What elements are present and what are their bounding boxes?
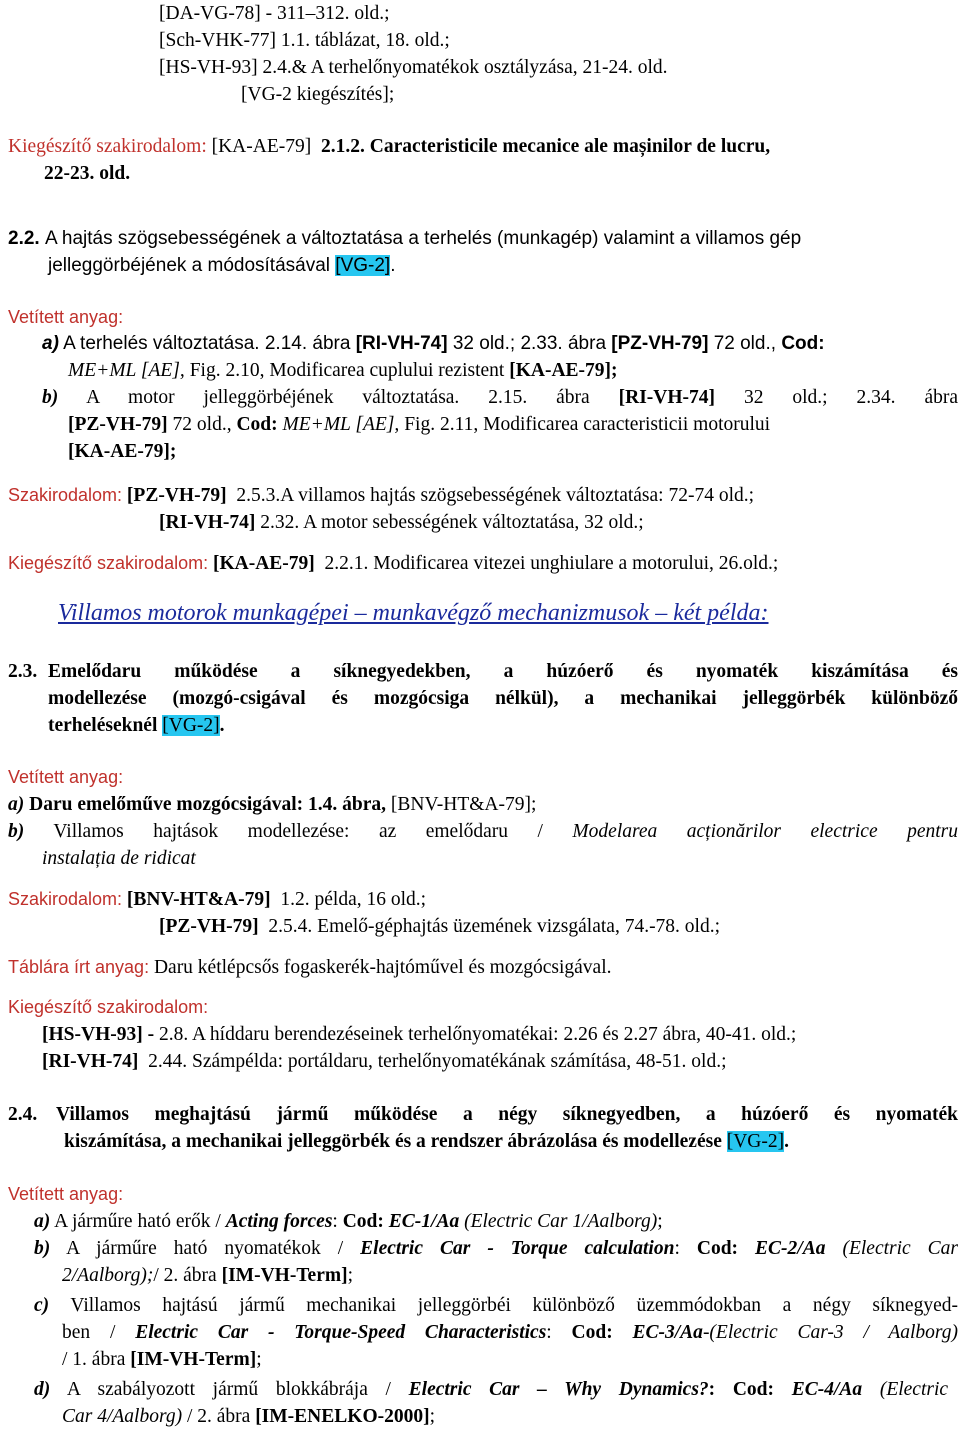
vehicle-item-b-cont: 2/Aalborg);/ 2. ábra [IM-VH-Term]; (62, 1265, 354, 1286)
supplementary-label: Kiegészítő szakirodalom: (8, 553, 209, 573)
section-2-4-cont: kiszámítása, a mechanikai jelleggörbék és a rendszer ábrázolása és modellezése [VG-2]. (64, 1131, 790, 1152)
supplementary-literature-1: Kiegészítő szakirodalom: [KA-AE-79] 2.1.2. Caracteristicile mecanice ale mașinilor de lucru, (8, 136, 771, 157)
literature-label: Szakirodalom: (8, 485, 123, 505)
ref-line-4: [VG-2 kiegészítés]; (241, 84, 395, 105)
vehicle-item-a: a) A járműre ható erők / Acting forces: Cod: EC-1/Aa (Electric Car 1/Aalborg); (34, 1211, 663, 1232)
supplementary-3-line-1: [HS-VH-93] - 2.8. A híddaru berendezéseinek terhelőnyomatékai: 2.26 és 2.27 ábra, 40-41. old.; (42, 1024, 797, 1045)
projected-item-crane-b-cont: instalația de ridicat (42, 848, 196, 869)
projected-item-crane-b: b) Villamos hajtások modellezése: az emelődaru / Modelarea acționărilor electrice pentru (8, 821, 958, 842)
projected-material-label-2: Vetített anyag: (8, 767, 124, 787)
section-2-4-num: 2.4. (8, 1104, 38, 1125)
projected-material-label-3: Vetített anyag: (8, 1184, 124, 1204)
vg2-highlight: [VG-2] (162, 715, 220, 736)
vehicle-item-c-cont: ben / Electric Car - Torque-Speed Characteristics: Cod: EC-3/Aa-(Electric Car-3 / Aalborg) (62, 1322, 959, 1343)
supplementary-literature-2: Kiegészítő szakirodalom: [KA-AE-79] 2.2.1. Modificarea vitezei unghiulare a motorului, 26.old.; (8, 553, 779, 574)
supplementary-literature-1-cont: 22-23. old. (44, 163, 131, 184)
vg2-highlight: [VG-2] (726, 1131, 785, 1152)
supplementary-3-line-2: [RI-VH-74] 2.44. Számpélda: portáldaru, terhelőnyomatékának számítása, 48-51. old.; (42, 1051, 727, 1072)
vehicle-item-c: c) Villamos hajtású jármű mechanikai jelleggörbéi különböző üzemmódokban a négy síknegyed- (34, 1295, 958, 1316)
vehicle-item-d-cont: Car 4/Aalborg) / 2. ábra [IM-ENELKO-2000]; (62, 1406, 436, 1427)
board-label: Táblára írt anyag: (8, 957, 150, 977)
vehicle-item-b: b) A járműre ható nyomatékok / Electric Car - Torque calculation: Cod: EC-2/Aa (Electric Car (34, 1238, 959, 1259)
projected-item-crane-a: a) Daru emelőműve mozgócsigával: 1.4. ábra, [BNV-HT&A-79]; (8, 794, 537, 815)
vehicle-item-c-cont2: / 1. ábra [IM-VH-Term]; (62, 1349, 262, 1370)
section-2-2-cont: jelleggörbéjének a módosításával [VG-2]. (48, 255, 396, 276)
supplementary-label-3: Kiegészítő szakirodalom: (8, 997, 209, 1017)
projected-item-b-cont2: [KA-AE-79]; (68, 441, 177, 462)
projected-item-b-cont: [PZ-VH-79] 72 old., Cod: ME+ML [AE], Fig. 2.11, Modificarea caracteristicii motorului (68, 414, 771, 435)
section-2-4: Villamos meghajtású jármű működése a négy síknegyedben, a húzóerő és nyomaték (56, 1104, 958, 1125)
literature-1: Szakirodalom: [PZ-VH-79] 2.5.3.A villamos hajtás szögsebességének változtatása: 72-74 old.; (8, 485, 755, 506)
literature-2: Szakirodalom: [BNV-HT&A-79] 1.2. példa, 16 old.; (8, 889, 427, 910)
vehicle-item-d: d) A szabályozott jármű blokkábrája / Electric Car – Why Dynamics?: Cod: EC-4/Aa (Electric (34, 1379, 949, 1400)
literature-1-cont: [RI-VH-74] 2.32. A motor sebességének változtatása, 32 old.; (159, 512, 644, 533)
ref-line-2: [Sch-VHK-77] 1.1. táblázat, 18. old.; (159, 30, 450, 51)
section-2-3: Emelődaru működése a síknegyedekben, a húzóerő és nyomaték kiszámítása és modellezése (mozgó-csigával és mozgócsiga nélkül), a mechanikai jelleggörbék különböző terheléseknél [VG-2]. (48, 661, 958, 736)
projected-item-a-cont: ME+ML [AE], Fig. 2.10, Modificarea cuplului rezistent [KA-AE-79]; (68, 360, 618, 381)
projected-material-label-1: Vetített anyag: (8, 307, 124, 327)
ref-line-1: [DA-VG-78] - 311–312. old.; (159, 3, 390, 24)
projected-item-a: a) A terhelés változtatása. 2.14. ábra [RI-VH-74] 32 old.; 2.33. ábra [PZ-VH-79] 72 old., Cod: (42, 333, 825, 354)
section-2-3-num: 2.3. (8, 661, 38, 682)
section-heading: Villamos motorok munkagépei – munkavégző mechanizmusok – két példa: (58, 600, 769, 626)
section-2-2: 2.2. A hajtás szögsebességének a változtatása a terhelés (munkagép) valamint a villamos gép (8, 228, 802, 249)
board-material: Táblára írt anyag: Daru kétlépcsős fogaskerék-hajtóművel és mozgócsigával. (8, 957, 612, 978)
literature-label: Szakirodalom: (8, 889, 123, 909)
vg2-highlight: [VG-2] (335, 255, 391, 276)
ref-line-3: [HS-VH-93] 2.4.& A terhelőnyomatékok osztályzása, 21-24. old. (159, 57, 668, 78)
projected-item-b: b) A motor jelleggörbéjének változtatása. 2.15. ábra [RI-VH-74] 32 old.; 2.34. ábra (42, 387, 958, 408)
supplementary-label: Kiegészítő szakirodalom: (8, 136, 207, 157)
literature-2-cont: [PZ-VH-79] 2.5.4. Emelő-géphajtás üzemének vizsgálata, 74.-78. old.; (159, 916, 721, 937)
